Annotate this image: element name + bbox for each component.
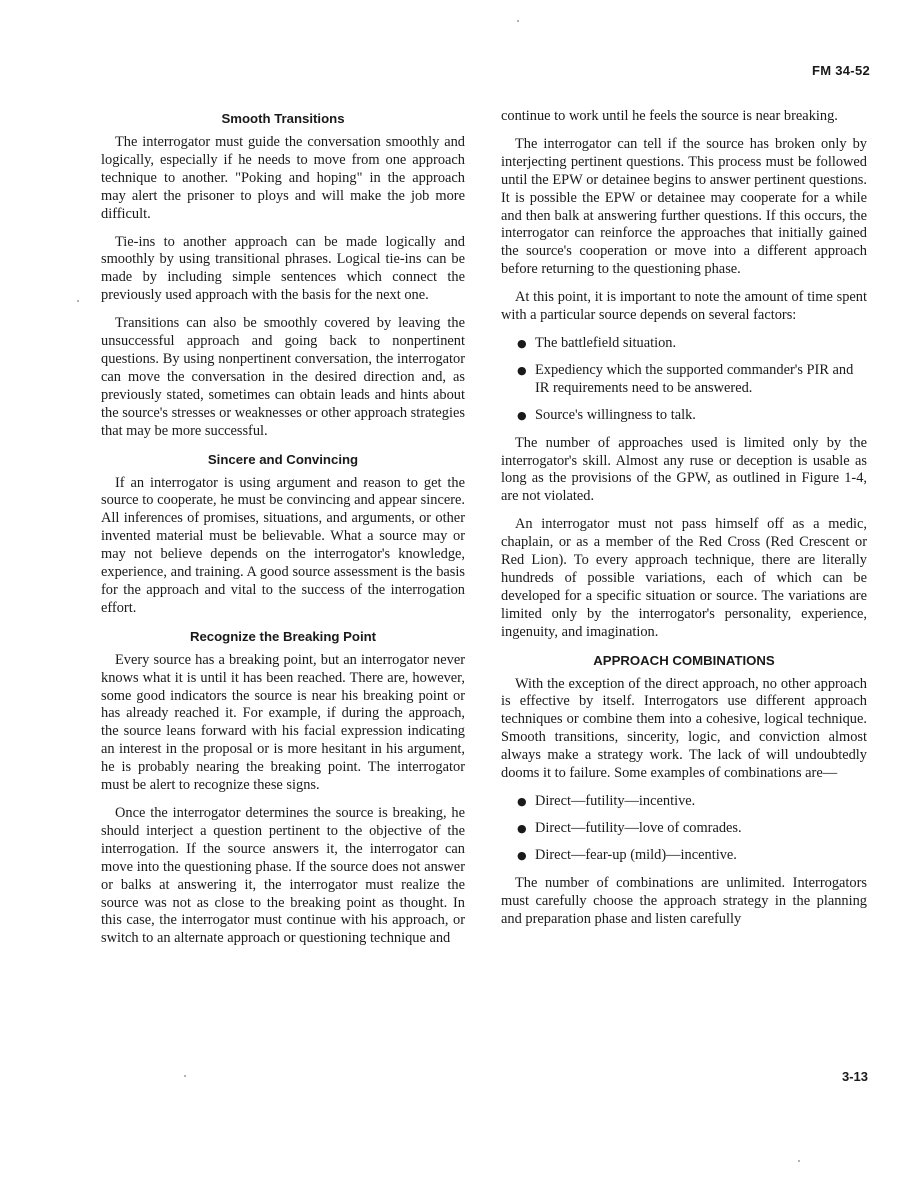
paragraph: Tie-ins to another approach can be made logically and smoothly by using transitional phrases. Logical tie-ins can be made by including simple sentences which connect the previously used approach with the basis for the next one.: [101, 233, 465, 304]
section-heading-sincere-and-convincing: Sincere and Convincing: [207, 451, 359, 467]
paragraph: With the exception of the direct approach, no other approach is effective by itself. Interrogators use different approach techniques or combine them into a cohesive, logical technique. Smooth transitions, sincerity, logic, and conviction almost always make a strategy work. The lack of will undoubtedly dooms it to failure. Some examples of combinations are—: [501, 675, 867, 782]
bullet-icon: ●: [517, 363, 527, 377]
paragraph: The number of combinations are unlimited. Interrogators must carefully choose the approach strategy in the planning and preparation phase and listen carefully: [501, 874, 867, 927]
scan-speck: [77, 300, 79, 302]
bullet-icon: ●: [517, 408, 527, 422]
bullet-icon: ●: [517, 336, 527, 350]
left-column: [101, 108, 465, 958]
list-item: ● The battlefield situation.: [517, 334, 677, 351]
scan-speck: [184, 1075, 186, 1077]
bullet-icon: ●: [517, 848, 527, 862]
section-heading-approach-combinations: APPROACH COMBINATIONS: [593, 652, 775, 668]
right-column: [501, 108, 867, 938]
paragraph: If an interrogator is using argument and reason to get the source to cooperate, he must be convincing and appear sincere. All inferences of promises, situations, and arguments, or other invented material must be believable. What a source may or may not believe depends on the interrogator's knowledge, experience, and training. A good source assessment is the basis for the approach and vital to the success of the interrogation effort.: [101, 474, 465, 616]
list-item: ● Expediency which the supported commander's PIR and IR requirements need to be answered.: [517, 361, 854, 396]
list-item: ● Direct—fear-up (mild)—incentive.: [517, 846, 737, 863]
scan-speck: [798, 1160, 800, 1162]
list-item: ● Direct—futility—incentive.: [517, 793, 696, 809]
header-document-id: FM 34-52: [811, 63, 870, 78]
continued-paragraph: continue to work until he feels the source is near breaking.: [501, 108, 838, 124]
paragraph: The interrogator must guide the conversation smoothly and logically, especially if he needs to move from one approach technique to another. "Poking and hoping" in the approach may alert the prisoner to ploys and will make the job more difficult.: [101, 134, 465, 222]
scan-speck: [517, 20, 519, 22]
factors-list: [501, 335, 867, 425]
paragraph: The number of approaches used is limited only by the interrogator's skill. Almost any ruse or deception is usable as long as the provisions of the GPW, as outlined in Figure 1-4, are not violated.: [501, 434, 867, 505]
combinations-list: [501, 793, 867, 865]
paragraph: Transitions can also be smoothly covered by leaving the unsuccessful approach and going back to nonpertinent questions. By using nonpertinent conversation, the interrogator can move the conversation in the desired direction and, as previously stated, sometimes can obtain leads and hints about the source's stresses or weaknesses or other approach strategies that may be more successful.: [101, 315, 465, 439]
bullet-icon: ●: [517, 795, 527, 808]
section-heading-recognize-breaking-point: Recognize the Breaking Point: [189, 628, 377, 644]
list-item: ● Source's willingness to talk.: [517, 406, 696, 423]
paragraph: The interrogator can tell if the source has broken only by interjecting pertinent questions. This process must be followed until the EPW or detainee begins to answer pertinent questions. It is possible the EPW or detainee may cooperate for a while and then balk at answering further questions. If this occurs, the interrogator can reinforce the approaches that initially gained the source's cooperation or move into a different approach before returning to the questioning phase.: [501, 135, 867, 278]
paragraph: Every source has a breaking point, but an interrogator never knows what it is until it has been reached. There are, however, some good indicators the source is near his breaking point or has already reached it. For example, if during the approach, the source leans forward with his facial expression indicating an interest in the proposal or is more hesitant in his argument, he is probably nearing the breaking point. The interrogator must be alert to recognize these signs.: [101, 651, 465, 794]
footer-page-number: 3-13: [841, 1069, 868, 1084]
paragraph: At this point, it is important to note the amount of time spent with a particular source depends on several factors:: [501, 289, 867, 324]
list-item: ● Direct—futility—love of comrades.: [517, 819, 742, 836]
bullet-icon: ●: [517, 821, 527, 835]
paragraph: An interrogator must not pass himself off as a medic, chaplain, or as a member of the Red Cross (Red Crescent or Red Lion). To every approach technique, there are literally hundreds of possible variations, each of which can be developed for a specific situation or source. The variations are limited only by the interrogator's personality, experience, ingenuity, and imagination.: [501, 516, 867, 640]
section-heading-smooth-transitions: Smooth Transitions: [221, 111, 345, 126]
paragraph: Once the interrogator determines the source is breaking, he should interject a question pertinent to the objective of the interrogation. If the source answers it, the interrogator can move into the questioning phase. If the source does not answer or balks at answering it, the interrogator must realize the source was not as close to the breaking point as thought. In this case, the interrogator must continue with his approach, or switch to an alternate approach or questioning technique and: [101, 805, 465, 947]
